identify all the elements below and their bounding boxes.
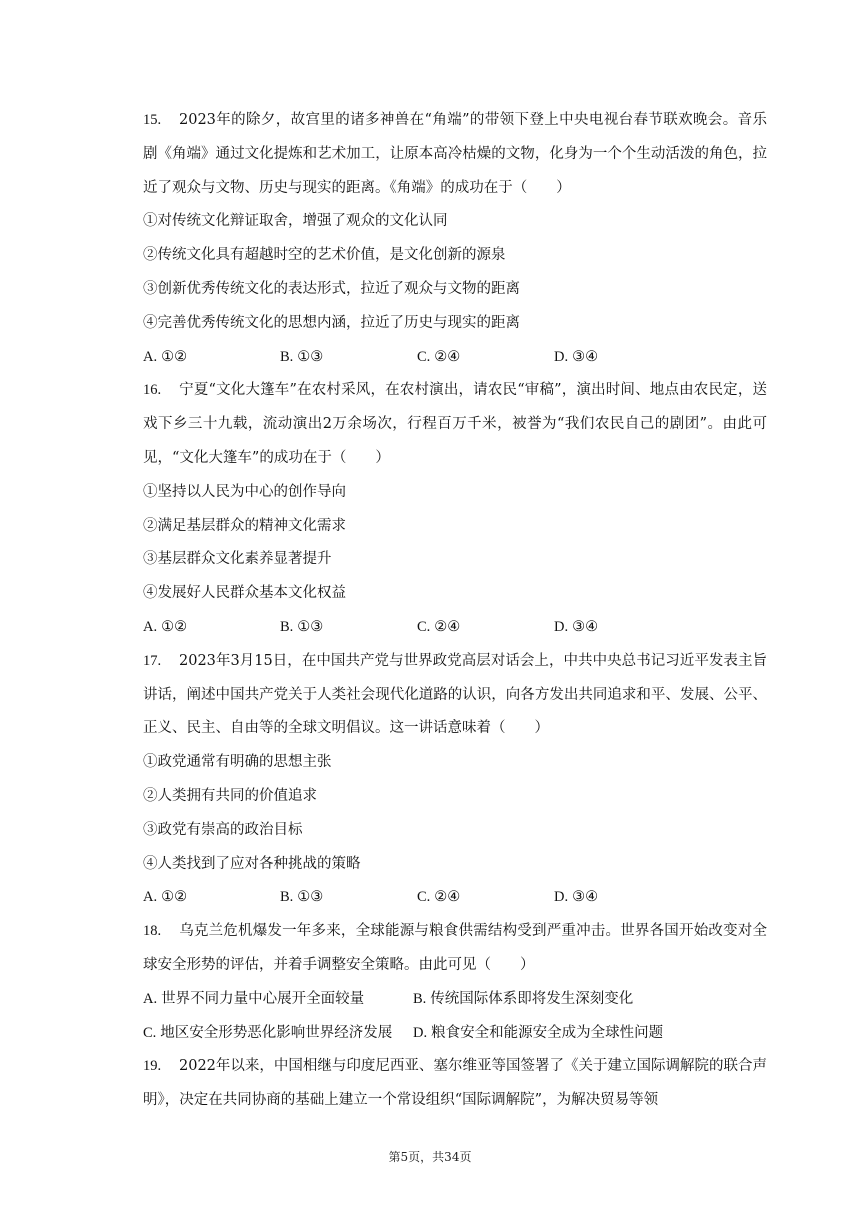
question-number: 15. [143,112,162,128]
question-stem: 乌克兰危机爆发一年多来，全球能源与粮食供需结构受到严重冲击。世界各国开始改变对全球安全形势的评估，并着手调整安全策略。由此可见（ ） [143,923,767,973]
statement-2: ②满足基层群众的精神文化需求 [143,517,346,534]
statement-1: ①政党通常有明确的思想主张 [143,754,332,771]
question-number: 18. [143,923,162,940]
question-stem: 2023年3月15日，在中国共产党与世界政党高层对话会上，中共中央总书记习近平发表主旨讲话，阐述中国共产党关于人类社会现代化道路的认识，向各方发出共同追求和平、发展、公平、正义、民主、自由等的全球文明倡议。这一讲话意味着（ ） [143,652,767,737]
question-18 [143,915,767,1050]
statement-3: ③创新优秀传统文化的表达形式，拉近了观众与文物的距离 [143,280,520,297]
question-17 [143,645,767,915]
statement-3: ③政党有崇高的政治目标 [143,821,303,838]
statement-2: ②传统文化具有超越时空的艺术价值，是文化创新的源泉 [143,247,506,264]
question-number: 19. [143,1058,162,1075]
question-stem: 2023年的除夕，故宫里的诸多神兽在“角端”的带领下登上中央电视台春节联欢晚会。音乐剧《角端》通过文化提炼和艺术加工，让原本高冷枯燥的文物，化身为一个个生动活泼的角色，拉近了观众与文物、历史与现实的距离。《角端》的成功在于（ ） [143,112,767,196]
option-a[interactable]: A. ①② [143,348,188,365]
option-c[interactable]: C. ②④ [417,618,461,635]
question-content [143,104,767,1118]
option-c[interactable]: C. ②④ [417,348,461,365]
option-b[interactable]: B. ①③ [280,618,324,635]
statement-1: ①坚持以人民为中心的创作导向 [143,483,346,500]
statement-1: ①对传统文化辩证取舍，增强了观众的文化认同 [143,213,448,230]
statement-2: ②人类拥有共同的价值追求 [143,787,317,804]
question-stem: 2022年以来，中国相继与印度尼西亚、塞尔维亚等国签署了《关于建立国际调解院的联合声明》，决定在共同协商的基础上建立一个常设组织“国际调解院”，为解决贸易等领 [143,1058,767,1109]
answer-options [143,611,767,645]
page-footer: 第5页，共34页 [388,1150,472,1164]
answer-options [143,983,767,1051]
question-16 [143,374,767,644]
option-b[interactable]: B. 传统国际体系即将发生深刻变化 [413,990,634,1007]
option-a[interactable]: A. 世界不同力量中心展开全面较量 [143,990,365,1007]
question-15 [143,104,767,374]
statement-4: ④完善优秀传统文化的思想内涵，拉近了历史与现实的距离 [143,314,520,331]
option-a[interactable]: A. ①② [143,618,188,635]
option-b[interactable]: B. ①③ [280,348,324,365]
option-c[interactable]: C. ②④ [417,889,461,906]
question-number: 16. [143,382,162,399]
question-stem: 宁夏“文化大篷车”在农村采风，在农村演出，请农民“审稿”，演出时间、地点由农民定，送戏下乡三十九载，流动演出2万余场次，行程百万千米，被誉为“我们农民自己的剧团”。由此可见，“文化大篷车”的成功在于（ ） [143,382,767,466]
statement-3: ③基层群众文化素养显著提升 [143,551,332,568]
option-b[interactable]: B. ①③ [280,889,324,906]
statement-4: ④人类找到了应对各种挑战的策略 [143,855,361,872]
option-d[interactable]: D. ③④ [554,889,599,906]
option-c[interactable]: C. 地区安全形势恶化影响世界经济发展 [143,1024,393,1041]
question-number: 17. [143,652,162,669]
answer-options [143,881,767,915]
option-d[interactable]: D. ③④ [554,618,599,635]
option-a[interactable]: A. ①② [143,889,188,906]
answer-options [143,341,767,375]
option-d[interactable]: D. 粮食安全和能源安全成为全球性问题 [413,1024,664,1041]
option-d[interactable]: D. ③④ [554,348,599,365]
question-19 [143,1050,767,1118]
statement-4: ④发展好人民群众基本文化权益 [143,585,346,602]
